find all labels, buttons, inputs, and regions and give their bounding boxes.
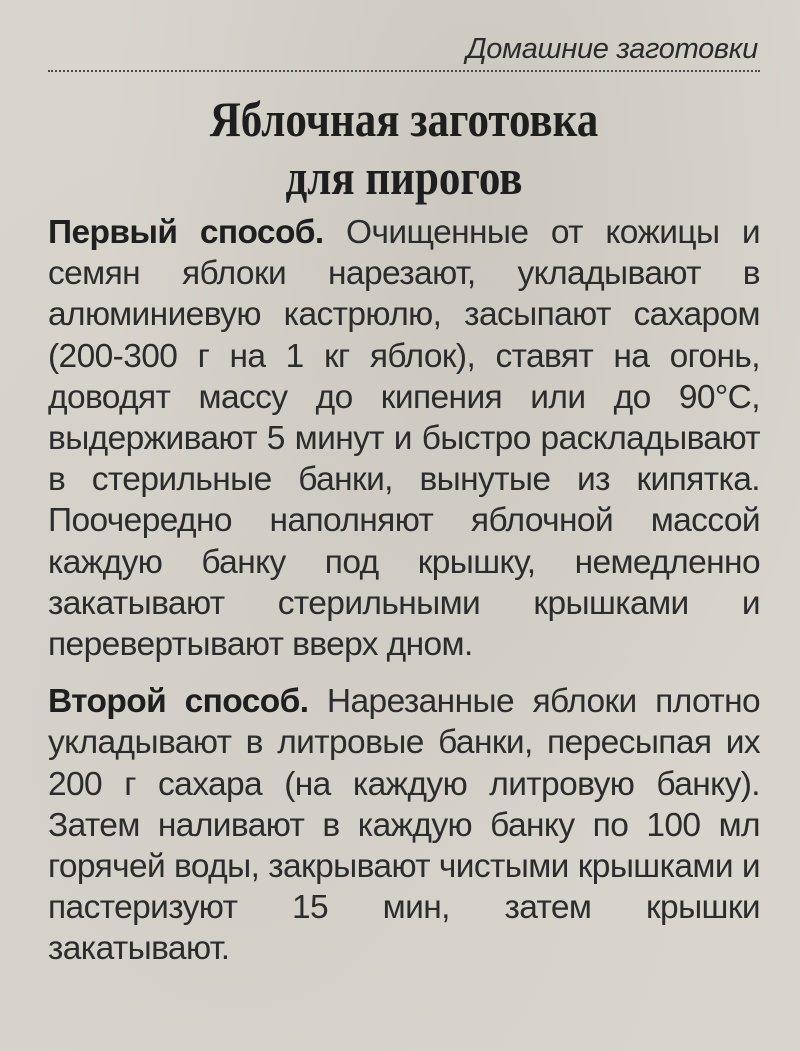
title-line-2: для пирогов — [285, 149, 523, 205]
rubric-header — [48, 22, 760, 72]
method-2-text: Нарезанные яблоки плотно укладывают в литровые банки, пересыпая их 200 г сахара (на каждую литровую банку). Затем наливают в каждую банку по 100 мл горячей воды, закрывают чистыми крышками и пастеризуют 15 мин, затем крышки закатывают. — [48, 683, 760, 968]
method-1-lead: Первый способ. — [48, 214, 324, 251]
method-2-lead: Второй способ. — [48, 683, 309, 721]
title-line-1: Яблочная заготовка — [209, 91, 599, 147]
method-2-paragraph — [48, 681, 760, 969]
method-1-text: Очищенные от кожицы и семян яблоки нарезают, укладывают в алюминиевую кастрюлю, засыпают сахаром (200-300 г на 1 кг яблок), ставят на огонь, доводят массу до кипения или до 90°С, выдерживают 5 минут и быстро раскладывают в стерильные банки, вынутые из кипятка. Поочередно наполняют яблочной массой каждую банку под крышку, немедленно закатывают стерильными крышками и перевертывают вверх дном. — [48, 214, 760, 664]
article-title — [98, 90, 710, 206]
method-1-paragraph — [48, 212, 760, 665]
rubric-label: Домашние заготовки — [466, 33, 758, 65]
